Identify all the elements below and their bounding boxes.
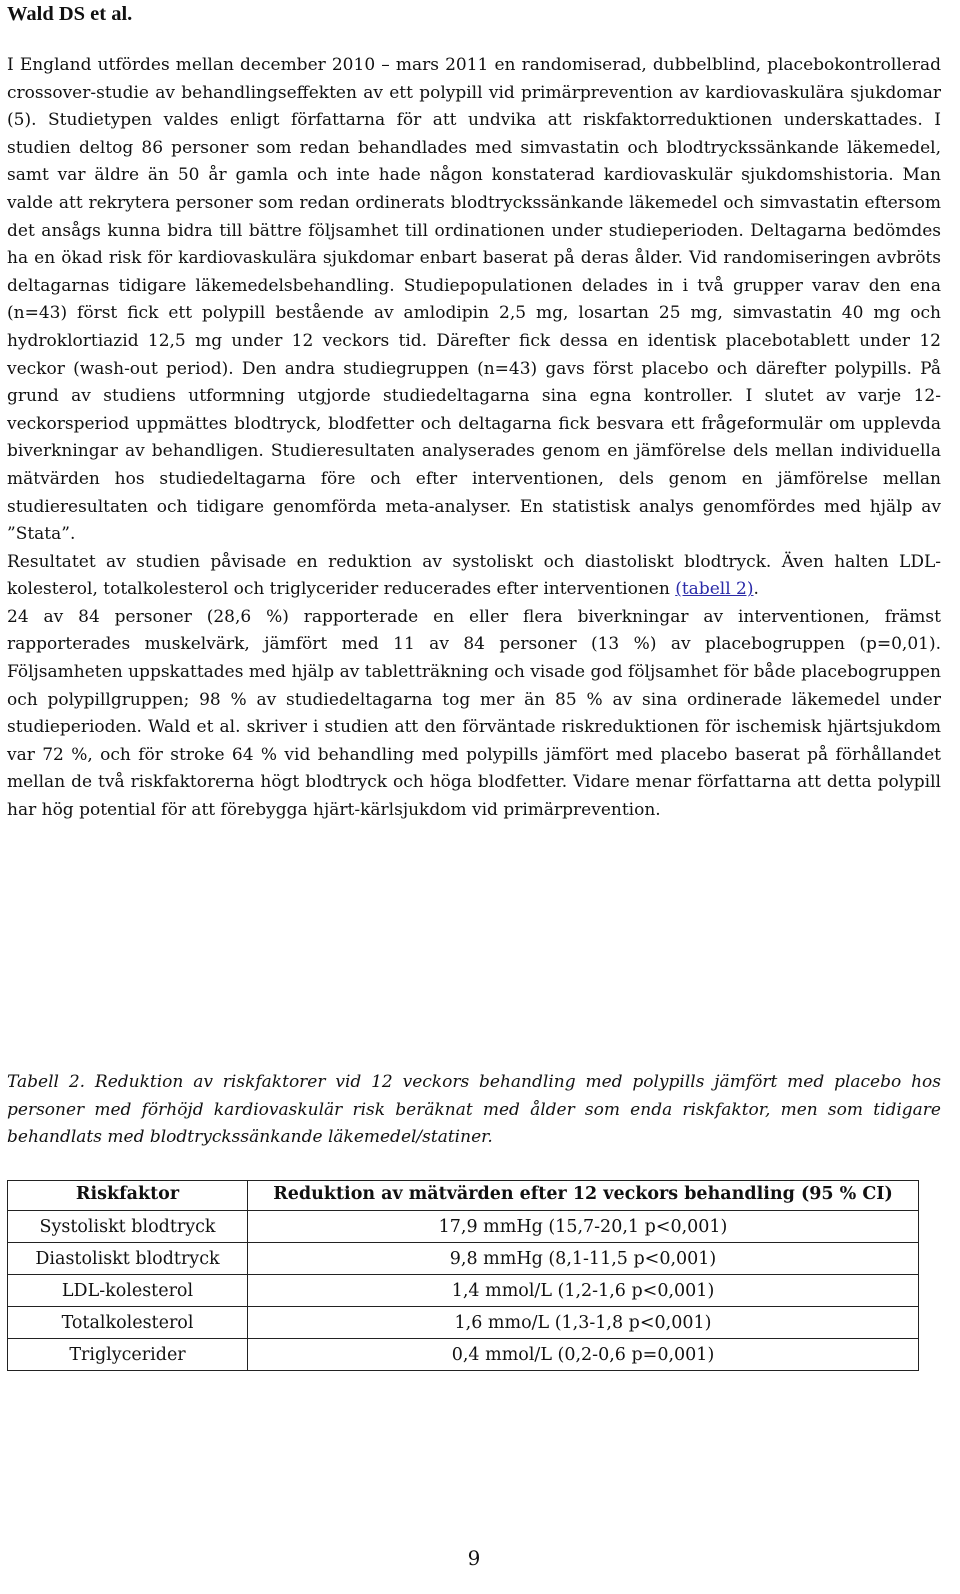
risk-factor-table bbox=[7, 1180, 919, 1371]
table-header-row bbox=[8, 1181, 919, 1211]
risk-factor-cell: Systoliskt blodtryck bbox=[8, 1211, 248, 1243]
paragraph-study-description: I England utfördes mellan december 2010 – mars 2011 en randomiserad, dubbelblind, placebokontrollerad crossover-studie av behandlingseffekten av ett polypill vid primärprevention av kardiovaskulära sjukdomar (5). Studietypen valdes enligt författarna för att undvika att riskfaktorreduktionen underskattades. I studien deltog 86 personer som redan behandlades med simvastatin och blodtryckssänkande läkemedel, samt var äldre än 50 år gamla och inte hade någon konstaterad kardiovaskulär sjukdomshistoria. Man valde att rekrytera personer som redan ordinerats blodtryckssänkande läkemedel och simvastatin eftersom det ansågs kunna bidra till bättre följsamhet till ordinationen under studieperioden. Deltagarna bedömdes ha en ökad risk för kardiovaskulära sjukdomar enbart baserat på deras ålder. Vid randomiseringen avbröts deltagarnas tidigare läkemedelsbehandling. Studiepopulationen delades in i två grupper varav den ena (n=43) först fick ett polypill bestående av amlodipin 2,5 mg, losartan 25 mg, simvastatin 40 mg och hydroklortiazid 12,5 mg under 12 veckors tid. Därefter fick dessa en identisk placebotablett under 12 veckor (wash-out period). Den andra studiegruppen (n=43) gavs först placebo och därefter polypills. På grund av studiens utformning utgjorde studiedeltagarna sina egna kontroller. I slutet av varje 12-veckorsperiod uppmättes blodtryck, blodfetter och deltagarna fick besvara ett frågeformulär om upplevda biverkningar av behandligen. Studieresultaten analyserades genom en jämförelse dels mellan individuella mätvärden hos studiedeltagarna före och efter interventionen, dels genom en jämförelse mellan studieresultaten och tidigare genomförda meta-analyser. En statistisk analys genomfördes med hjälp av ”Stata”. bbox=[7, 55, 941, 545]
table-caption: Tabell 2. Reduktion av riskfaktorer vid 12 veckors behandling med polypills jämfört med placebo hos personer med förhöjd kardiovaskulär risk beräknat med ålder som enda riskfaktor, men som tidigare behandlats med blodtryckssänkande läkemedel/statiner. bbox=[7, 1072, 941, 1148]
paragraph-results-end: . bbox=[753, 579, 759, 600]
risk-factor-cell: LDL-kolesterol bbox=[8, 1275, 248, 1307]
table-row bbox=[8, 1307, 919, 1339]
column-header-reduction: Reduktion av mätvärden efter 12 veckors behandling (95 % CI) bbox=[248, 1181, 919, 1211]
paragraph-results bbox=[7, 549, 941, 604]
table-row bbox=[8, 1339, 919, 1371]
section-heading: Wald DS et al. bbox=[7, 3, 133, 25]
reduction-cell: 0,4 mmol/L (0,2-0,6 p=0,001) bbox=[248, 1339, 919, 1371]
reduction-cell: 9,8 mmHg (8,1-11,5 p<0,001) bbox=[248, 1243, 919, 1275]
paragraph-results-text: Resultatet av studien påvisade en reduktion av systoliskt och diastoliskt blodtryck. Även halten LDL-kolesterol, totalkolesterol och triglycerider reducerades efter interventionen bbox=[7, 551, 941, 600]
table-reference-link[interactable]: (tabell 2) bbox=[675, 579, 754, 600]
paragraph-side-effects: 24 av 84 personer (28,6 %) rapporterade en eller flera biverkningar av interventionen, främst rapporterades muskelvärk, jämfört med 11 av 84 personer (13 %) av placebogruppen (p=0,01). Följsamheten uppskattades med hjälp av tabletträkning och visade god följsamhet för både placebogruppen och polypillgruppen; 98 % av studiedeltagarna tog mer än 85 % av sina ordinerade läkemedel under studieperioden. Wald et al. skriver i studien att den förväntade riskreduktionen för ischemisk hjärtsjukdom var 72 %, och för stroke 64 % vid behandling med polypills jämfört med placebo baserat på förhållandet mellan de två riskfaktorerna högt blodtryck och höga blodfetter. Vidare menar författarna att detta polypill har hög potential för att förebygga hjärt-kärlsjukdom vid primärprevention. bbox=[7, 606, 941, 821]
risk-factor-cell: Diastoliskt blodtryck bbox=[8, 1243, 248, 1275]
page-number: 9 bbox=[467, 1546, 481, 1570]
risk-factor-cell: Totalkolesterol bbox=[8, 1307, 248, 1339]
table-row bbox=[8, 1211, 919, 1243]
body-text bbox=[7, 52, 941, 825]
risk-factor-cell: Triglycerider bbox=[8, 1339, 248, 1371]
table-row bbox=[8, 1243, 919, 1275]
reduction-cell: 1,4 mmol/L (1,2-1,6 p<0,001) bbox=[248, 1275, 919, 1307]
column-header-risk-factor: Riskfaktor bbox=[8, 1181, 248, 1211]
reduction-cell: 1,6 mmo/L (1,3-1,8 p<0,001) bbox=[248, 1307, 919, 1339]
table-row bbox=[8, 1275, 919, 1307]
reduction-cell: 17,9 mmHg (15,7-20,1 p<0,001) bbox=[248, 1211, 919, 1243]
